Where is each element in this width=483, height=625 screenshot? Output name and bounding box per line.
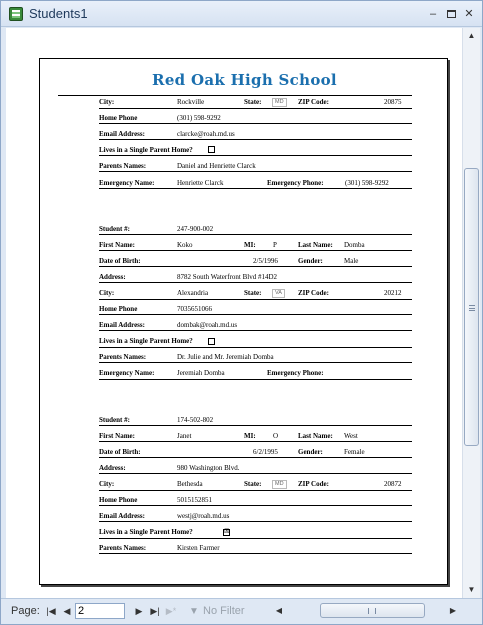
address-value: 8782 South Waterfront Blvd #14D2 (177, 273, 278, 281)
record-navigation-bar (1, 598, 482, 624)
window-title: Students1 (29, 6, 88, 21)
report-page (39, 58, 448, 585)
page-number-input[interactable]: 2 (75, 603, 125, 619)
zip-label: ZIP Code: (298, 480, 329, 488)
new-record-icon: ▶* (165, 606, 177, 616)
gender-value: Male (344, 257, 359, 265)
single-parent-checkbox (208, 338, 215, 345)
next-page-icon[interactable]: ▶ (135, 606, 143, 616)
row-rule (99, 282, 412, 283)
state-value: MD (272, 98, 287, 107)
first-name-value: Koko (177, 241, 193, 249)
emergency-name-value: Henriette Clarck (177, 179, 224, 187)
gender-label: Gender: (298, 448, 323, 456)
horizontal-scrollbar[interactable] (272, 602, 462, 620)
student-num-value: 247-900-002 (177, 225, 214, 233)
parents-label: Parents Names: (99, 162, 147, 170)
emergency-phone-value: (301) 598-9292 (345, 179, 389, 187)
row-rule (99, 188, 412, 189)
first-name-value: Janet (177, 432, 192, 440)
first-page-icon[interactable]: |◀ (46, 606, 56, 616)
single-parent-label: Lives in a Single Parent Home? (99, 528, 193, 536)
state-label: State: (244, 98, 262, 106)
print-preview-area (6, 28, 462, 598)
last-name-label: Last Name: (298, 432, 333, 440)
parents-value: Kirsten Farmer (177, 544, 220, 552)
gender-value: Female (344, 448, 365, 456)
row-rule (99, 473, 412, 474)
title-rule (58, 95, 412, 96)
zip-value: 20212 (384, 289, 402, 297)
mi-label: MI: (244, 241, 256, 249)
dob-label: Date of Birth: (99, 448, 141, 456)
zip-value: 20875 (384, 98, 402, 106)
dob-value: 6/2/1995 (253, 448, 278, 456)
state-value: VA (272, 289, 285, 298)
row-rule (99, 505, 412, 506)
student-num-label: Student #: (99, 416, 130, 424)
single-parent-label: Lives in a Single Parent Home? (99, 146, 193, 154)
address-label: Address: (99, 273, 126, 281)
row-rule (99, 362, 412, 363)
close-button[interactable]: ✕ (464, 8, 474, 20)
email-label: Email Address: (99, 321, 145, 329)
filter-indicator[interactable] (189, 605, 245, 617)
row-rule (99, 538, 412, 539)
home-phone-value: 7035651066 (177, 305, 212, 313)
row-rule (99, 299, 412, 300)
student-num-label: Student #: (99, 225, 130, 233)
single-parent-label: Lives in a Single Parent Home? (99, 337, 193, 345)
address-value: 980 Washington Blvd. (177, 464, 240, 472)
city-value: Bethesda (177, 480, 203, 488)
vertical-scrollbar[interactable] (462, 28, 480, 598)
row-rule (99, 123, 412, 124)
address-label: Address: (99, 464, 126, 472)
parents-label: Parents Names: (99, 353, 147, 361)
home-phone-label: Home Phone (99, 305, 138, 313)
row-rule (99, 171, 412, 172)
email-value: clarcke@roah.md.us (177, 130, 235, 138)
emergency-phone-label: Emergency Phone: (267, 369, 324, 377)
email-value: westj@roah.md.us (177, 512, 230, 520)
page-label: Page: (11, 605, 40, 617)
row-rule (99, 139, 412, 140)
row-rule (99, 379, 412, 380)
last-name-value: West (344, 432, 358, 440)
scroll-right-icon[interactable]: ▶ (449, 606, 457, 615)
title-bar (1, 1, 482, 27)
zip-label: ZIP Code: (298, 289, 329, 297)
first-name-label: First Name: (99, 432, 135, 440)
filter-icon: ▼ (189, 606, 199, 617)
mi-value: O (273, 432, 279, 440)
single-parent-checkbox: ☒ (224, 529, 230, 535)
row-rule (99, 347, 412, 348)
row-rule (99, 314, 412, 315)
gender-label: Gender: (298, 257, 323, 265)
last-page-icon[interactable]: ▶| (150, 606, 160, 616)
previous-page-icon[interactable]: ◀ (63, 606, 71, 616)
state-label: State: (244, 480, 262, 488)
city-label: City: (99, 289, 115, 297)
state-label: State: (244, 289, 262, 297)
vertical-scroll-thumb[interactable] (464, 168, 479, 446)
report-icon (9, 7, 23, 21)
zip-value: 20872 (384, 480, 402, 488)
parents-label: Parents Names: (99, 544, 147, 552)
zip-label: ZIP Code: (298, 98, 329, 106)
dob-value: 2/5/1996 (253, 257, 278, 265)
row-rule (99, 108, 412, 109)
email-label: Email Address: (99, 512, 145, 520)
home-phone-label: Home Phone (99, 496, 138, 504)
state-value: MD (272, 480, 287, 489)
row-rule (99, 441, 412, 442)
parents-value: Daniel and Henriette Clarck (177, 162, 256, 170)
last-name-value: Domba (344, 241, 365, 249)
single-parent-checkbox (208, 146, 215, 153)
row-rule (99, 250, 412, 251)
horizontal-scroll-thumb[interactable] (320, 603, 425, 618)
grip-icon (368, 608, 376, 614)
row-rule (99, 266, 412, 267)
maximize-icon (447, 10, 456, 18)
home-phone-label: Home Phone (99, 114, 138, 122)
emergency-name-label: Emergency Name: (99, 369, 155, 377)
row-rule (99, 234, 412, 235)
mi-label: MI: (244, 432, 256, 440)
minimize-button[interactable]: – (429, 8, 437, 20)
row-rule (99, 521, 412, 522)
student-num-value: 174-502-802 (177, 416, 214, 424)
report-body (40, 59, 448, 585)
home-phone-value: (301) 598-9292 (177, 114, 221, 122)
grip-icon (469, 305, 475, 311)
scroll-up-icon[interactable]: ▲ (467, 31, 476, 40)
emergency-name-value: Jeremiah Domba (177, 369, 225, 377)
row-rule (99, 155, 412, 156)
email-label: Email Address: (99, 130, 145, 138)
row-rule (99, 425, 412, 426)
filter-label: No Filter (203, 605, 245, 617)
mi-value: P (273, 241, 277, 249)
dob-label: Date of Birth: (99, 257, 141, 265)
school-title: Red Oak High School (152, 71, 337, 89)
emergency-name-label: Emergency Name: (99, 179, 155, 187)
city-label: City: (99, 98, 115, 106)
home-phone-value: 5015152851 (177, 496, 212, 504)
row-rule (99, 330, 412, 331)
maximize-button[interactable] (443, 7, 459, 21)
first-name-label: First Name: (99, 241, 135, 249)
city-label: City: (99, 480, 115, 488)
emergency-phone-label: Emergency Phone: (267, 179, 324, 187)
city-value: Rockville (177, 98, 205, 106)
email-value: dombak@roah.md.us (177, 321, 238, 329)
scroll-left-icon[interactable]: ◀ (275, 606, 283, 615)
last-name-label: Last Name: (298, 241, 333, 249)
parents-value: Dr. Julie and Mr. Jeremiah Domba (177, 353, 274, 361)
scroll-down-icon[interactable]: ▼ (467, 585, 476, 594)
row-rule (99, 553, 412, 554)
row-rule (99, 457, 412, 458)
city-value: Alexandria (177, 289, 209, 297)
row-rule (99, 490, 412, 491)
